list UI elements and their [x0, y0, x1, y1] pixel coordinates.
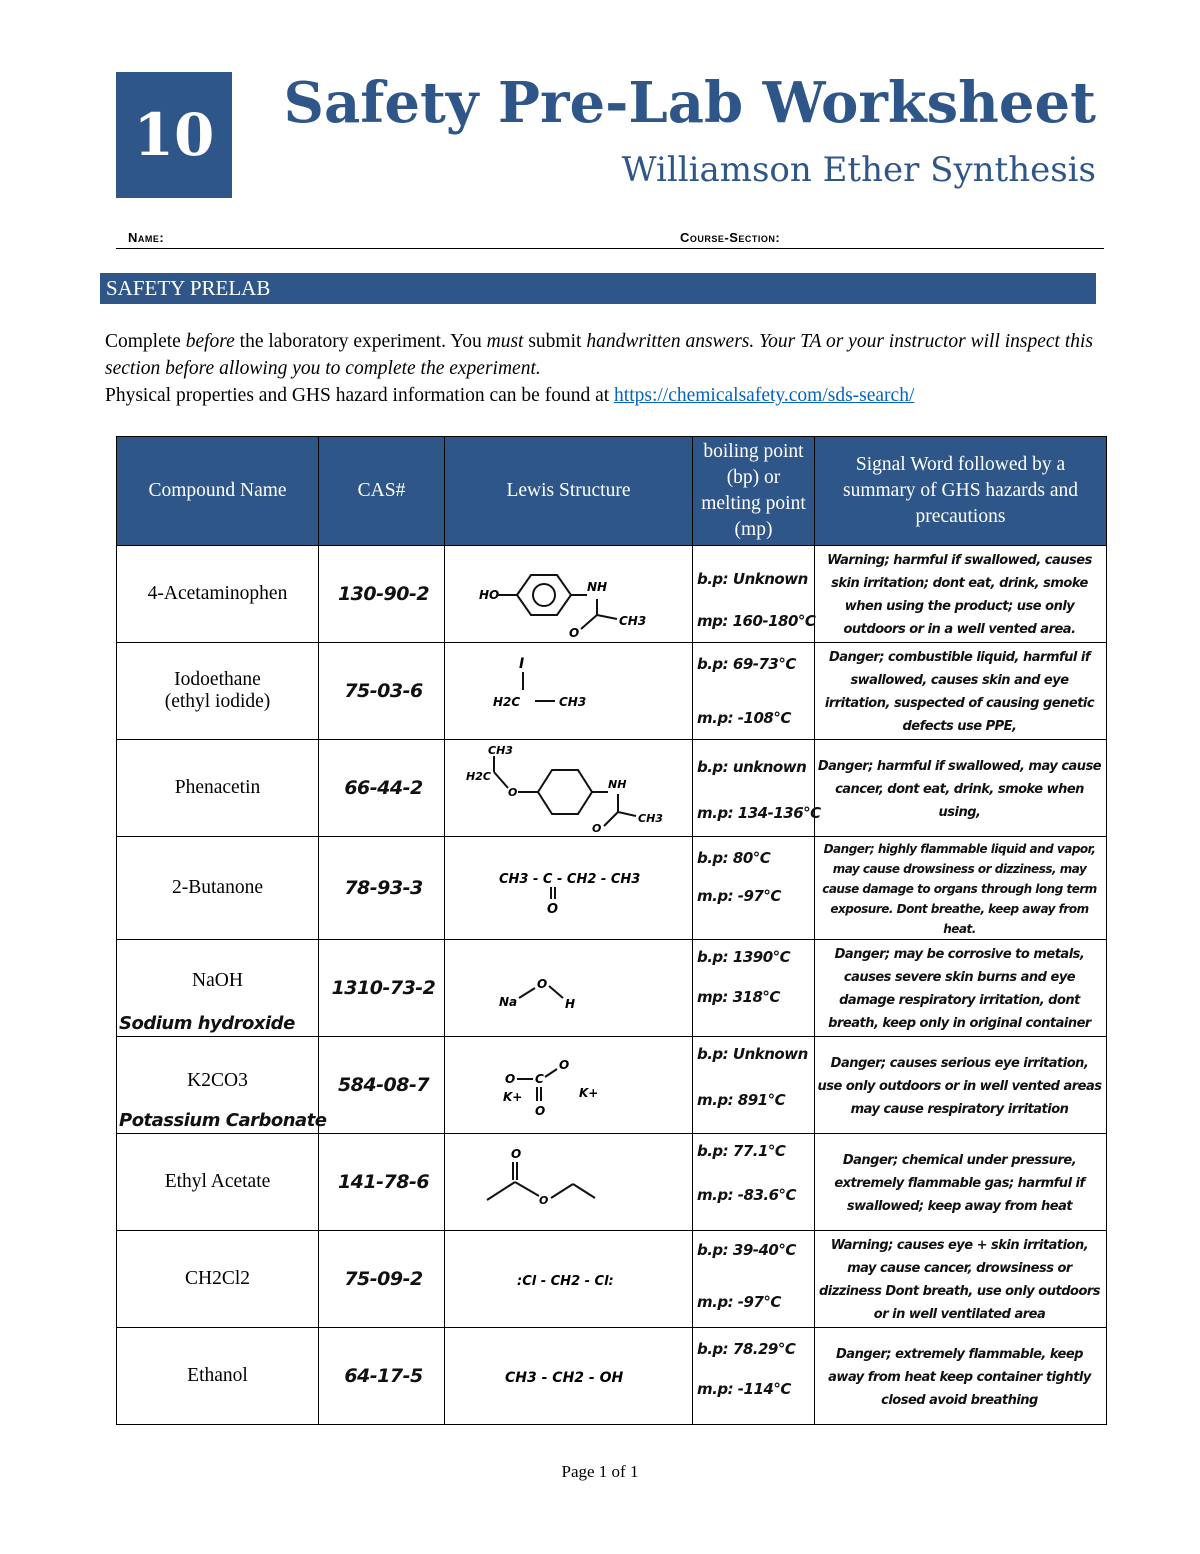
cas-number: 66-44-2 [344, 776, 423, 799]
cas-number: 130-90-2 [337, 582, 430, 605]
lewis-atom-label: CH3 [618, 614, 646, 628]
melting-point: m.p: -114°C [697, 1380, 791, 1398]
lewis-atom-label: O [510, 1147, 521, 1161]
lewis-structure [445, 940, 693, 1037]
hazard-summary: Danger; harmful if swallowed, may cause cancer, dont eat, drink, smoke when using, [817, 758, 1102, 820]
lewis-atom-label: K+ [578, 1086, 598, 1100]
boiling-point: b.p: Unknown [697, 1045, 808, 1063]
lewis-atom-label: CH3 [558, 695, 586, 709]
table-row [117, 1231, 1107, 1328]
lewis-structure-drawing [469, 1259, 669, 1299]
hazard-cell [815, 1134, 1107, 1231]
cas-number: 584-08-7 [337, 1073, 430, 1096]
table-row [117, 546, 1107, 643]
melting-point: mp: 160-180°C [697, 612, 816, 630]
compound-name: K2CO3 [187, 1070, 248, 1091]
lewis-structure-drawing [469, 549, 669, 639]
table-row [117, 643, 1107, 740]
bp-mp-cell [693, 837, 815, 940]
lewis-structure [445, 643, 693, 740]
lewis-atom-label: O [504, 1072, 515, 1086]
boiling-point: b.p: Unknown [697, 570, 808, 588]
compound-name: Ethyl Acetate [117, 1134, 319, 1231]
lewis-structure-drawing [469, 1356, 669, 1396]
bp-mp-cell [693, 643, 815, 740]
compound-safety-table [116, 436, 1107, 1425]
melting-point: mp: 318°C [697, 988, 780, 1006]
hazard-cell [815, 643, 1107, 740]
sds-search-link[interactable]: https://chemicalsafety.com/sds-search/ [614, 385, 915, 406]
lewis-atom-label: O [534, 1104, 545, 1118]
lewis-structure-drawing [469, 948, 669, 1028]
cas-number: 75-03-6 [344, 679, 423, 702]
compound-name-cell [117, 940, 319, 1037]
boiling-point: b.p: 77.1°C [697, 1142, 786, 1160]
cas-number: 1310-73-2 [331, 976, 436, 999]
compound-name-cell [117, 1037, 327, 1134]
page-subtitle: Williamson Ether Synthesis [621, 150, 1096, 190]
compound-name: 4-Acetaminophen [117, 546, 319, 643]
melting-point: m.p: -83.6°C [697, 1186, 797, 1204]
melting-point: m.p: -108°C [697, 709, 791, 727]
lewis-structure [445, 1328, 693, 1425]
hazard-summary: Warning; causes eye + skin irritation, may cause cancer, drowsiness or dizziness Dont breath, use only outdoors or in well ventilated area [818, 1238, 1101, 1322]
compound-name: NaOH [192, 970, 243, 991]
instructions-text: the laboratory experiment. You [234, 331, 487, 352]
lewis-atom-label: :Cl - CH2 - Cl: [516, 1274, 614, 1289]
cas-number-cell [319, 940, 445, 1037]
lewis-atom-label: CH3 [487, 744, 513, 757]
lewis-atom-label: CH3 - C - CH2 - CH3 [498, 872, 640, 887]
compound-name: Ethanol [117, 1328, 319, 1425]
cas-number: 141-78-6 [337, 1170, 430, 1193]
cas-number-cell [319, 1328, 445, 1425]
compound-name: Phenacetin [117, 740, 319, 837]
cas-number-cell [319, 837, 445, 940]
lewis-atom-label: Na [498, 995, 517, 1009]
lewis-atom-label: O [546, 902, 558, 917]
compound-handwritten-name: Sodium hydroxide [119, 1013, 295, 1034]
lewis-atom-label: C [534, 1072, 544, 1086]
bp-mp-cell [693, 740, 821, 837]
table-header-row [117, 437, 1107, 546]
bp-mp-cell [693, 546, 815, 643]
lewis-atom-label: NH [607, 778, 626, 791]
header-hazards: Signal Word followed by a summary of GHS hazards and precautions [815, 437, 1107, 546]
hazard-summary: Danger; combustible liquid, harmful if swallowed, causes skin and eye irritation, suspected of causing genetic defects use PPE, [824, 650, 1095, 734]
lewis-structure-drawing [469, 1045, 669, 1125]
melting-point: m.p: 891°C [697, 1091, 786, 1109]
lewis-atom-label: K+ [502, 1090, 522, 1104]
lewis-atom-label: O [558, 1058, 569, 1072]
name-field-label: Name: [128, 230, 165, 245]
hazard-cell [815, 1328, 1107, 1425]
header-compound-name: Compound Name [117, 437, 319, 546]
cas-number-cell [319, 546, 445, 643]
lewis-structure-drawing [469, 646, 669, 736]
hazard-summary: Danger; causes serious eye irritation, use only outdoors or in well vented areas may cause respiratory irritation [817, 1055, 1102, 1117]
boiling-point: b.p: 1390°C [697, 948, 791, 966]
instructions [105, 328, 1095, 409]
compound-name: 2-Butanone [117, 837, 319, 940]
resource-text: Physical properties and GHS hazard information can be found at [105, 385, 615, 406]
lewis-atom-label: CH3 [637, 812, 663, 825]
compound-handwritten-name: Potassium Carbonate [119, 1110, 327, 1131]
cas-number: 78-93-3 [344, 876, 423, 899]
hazard-cell [815, 740, 1107, 837]
hazard-summary: Danger; chemical under pressure, extremely flammable gas; harmful if swallowed; keep away from heat [834, 1152, 1085, 1214]
page-title: Safety Pre-Lab Worksheet [283, 70, 1096, 136]
bp-mp-cell [693, 1037, 815, 1134]
hazard-summary: Warning; harmful if swallowed, causes skin irritation; dont eat, drink, smoke when using the product; use only outdoors or in a well vented area. [827, 553, 1092, 637]
table-row [117, 1134, 1107, 1231]
page-footer: Page 1 of 1 [561, 1462, 639, 1481]
melting-point: m.p: 134-136°C [697, 804, 821, 822]
bp-mp-cell [693, 1328, 815, 1425]
header-lewis-structure: Lewis Structure [445, 437, 693, 546]
instructions-emphasis: must [486, 331, 524, 352]
compound-name: Iodoethane [174, 669, 261, 690]
lewis-atom-label: CH3 - CH2 - OH [504, 1370, 623, 1386]
cas-number: 64-17-5 [344, 1364, 423, 1387]
compound-alt-name: (ethyl iodide) [164, 691, 271, 712]
hazard-cell [815, 1231, 1107, 1328]
boiling-point: b.p: 69-73°C [697, 655, 796, 673]
lewis-structure-drawing [464, 742, 674, 834]
lewis-atom-label: H2C [465, 770, 491, 783]
cas-number-cell [319, 1037, 445, 1134]
cas-number-cell [319, 1231, 445, 1328]
cas-number-cell [319, 740, 445, 837]
lewis-structure [445, 1231, 693, 1328]
hazard-cell [815, 837, 1107, 940]
instructions-text: submit [523, 331, 587, 352]
hazard-summary: Danger; extremely flammable, keep away from heat keep container tightly closed avoid breathing [828, 1346, 1091, 1408]
table-row [117, 837, 1107, 940]
lewis-atom-label: O [536, 977, 547, 991]
hazard-summary: Danger; highly flammable liquid and vapor, may cause drowsiness or dizziness, may cause damage to organs through long term exposure. Dont breathe, keep away from heat. [822, 842, 1097, 936]
instructions-emphasis: before [185, 331, 235, 352]
lewis-atom-label: H2C [492, 695, 520, 709]
name-course-row [116, 228, 1104, 249]
lewis-structure [445, 1037, 693, 1134]
compound-name-cell [117, 643, 319, 740]
cas-number-cell [319, 643, 445, 740]
section-header: SAFETY PRELAB [100, 273, 1096, 304]
lewis-structure-drawing [469, 853, 669, 923]
hazard-cell [815, 546, 1107, 643]
lewis-atom-label: I [518, 656, 524, 672]
bp-mp-cell [693, 1134, 815, 1231]
lewis-atom-label: H [564, 997, 575, 1011]
lewis-structure [445, 1134, 693, 1231]
header-cas: CAS# [319, 437, 445, 546]
instructions-emphasis: handwritten answers. Your TA or your instructor will inspect this section before allowing you to complete the experiment. [105, 331, 1094, 379]
cas-number-cell [319, 1134, 445, 1231]
lewis-structure [445, 546, 693, 643]
header-boiling-melting-point: boiling point (bp) or melting point (mp) [693, 437, 815, 546]
lewis-atom-label: O [538, 1194, 548, 1207]
cas-number: 75-09-2 [344, 1267, 423, 1290]
boiling-point: b.p: 80°C [697, 849, 771, 867]
table-row [117, 1328, 1107, 1425]
table-row [117, 1037, 1107, 1134]
hazard-summary: Danger; may be corrosive to metals, causes severe skin burns and eye damage respiratory irritation, dont breath, keep only in original container [828, 947, 1091, 1031]
lewis-atom-label: NH [586, 580, 607, 594]
hazard-cell [815, 940, 1107, 1037]
lewis-structure [445, 837, 693, 940]
course-section-field-label: Course-Section: [680, 230, 781, 245]
lewis-atom-label: HO [478, 588, 499, 602]
boiling-point: b.p: 78.29°C [697, 1340, 796, 1358]
lewis-atom-label: O [507, 786, 517, 799]
lewis-structure [445, 740, 693, 837]
instructions-text: Complete [105, 331, 186, 352]
lewis-atom-label: O [591, 822, 601, 834]
melting-point: m.p: -97°C [697, 1293, 781, 1311]
melting-point: m.p: -97°C [697, 887, 781, 905]
boiling-point: b.p: 39-40°C [697, 1241, 796, 1259]
table-row [117, 940, 1107, 1037]
chapter-number-badge: 10 [116, 72, 232, 198]
lewis-structure-drawing [469, 1142, 669, 1222]
bp-mp-cell [693, 1231, 815, 1328]
lewis-atom-label: O [568, 626, 579, 639]
boiling-point: b.p: unknown [697, 758, 807, 776]
compound-name: CH2Cl2 [117, 1231, 319, 1328]
table-row [117, 740, 1107, 837]
bp-mp-cell [693, 940, 815, 1037]
hazard-cell [815, 1037, 1107, 1134]
